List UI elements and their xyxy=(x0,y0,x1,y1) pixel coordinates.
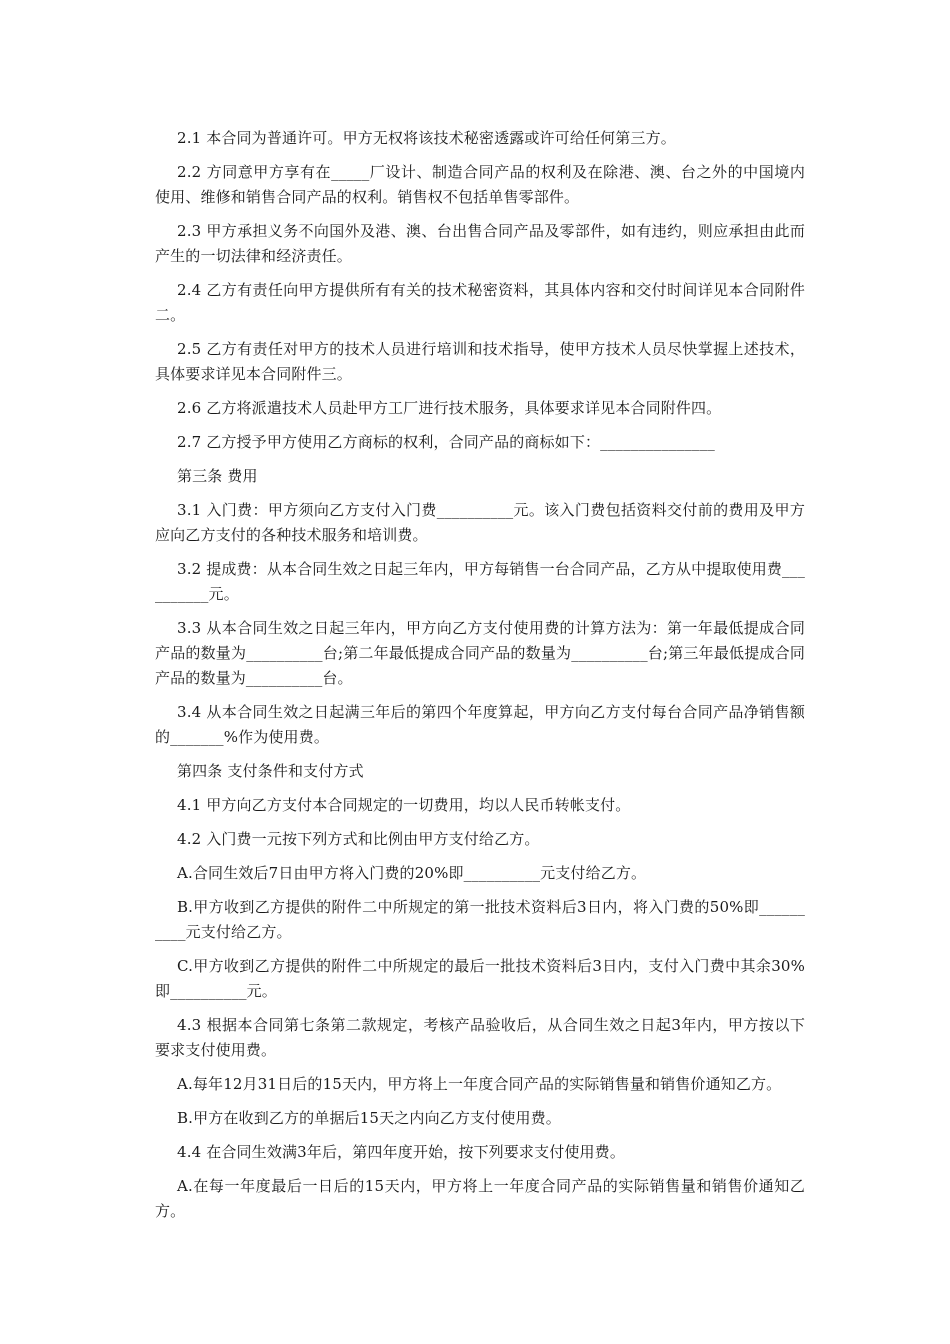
article-3-heading: 第三条 费用 xyxy=(177,467,258,485)
article-4-heading: 第四条 支付条件和支付方式 xyxy=(177,762,364,780)
clause-2-6: 2.6 乙方将派遣技术人员赴甲方工厂进行技术服务，具体要求详见本合同附件四。 xyxy=(177,399,722,417)
clause-3-2: 3.2 提成费：从本合同生效之日起三年内，甲方每销售一台合同产品，乙方从中提取使用费__________元。 xyxy=(155,560,805,603)
clause-4-2: 4.2 入门费一元按下列方式和比例由甲方支付给乙方。 xyxy=(177,830,540,848)
clause-4-1: 4.1 甲方向乙方支付本合同规定的一切费用，均以人民币转帐支付。 xyxy=(177,796,631,814)
clause-4-4-a: A.在每一年度最后一日后的15天内，甲方将上一年度合同产品的实际销售量和销售价通知乙方。 xyxy=(155,1177,805,1220)
clause-2-7: 2.7 乙方授予甲方使用乙方商标的权利，合同产品的商标如下：_______________ xyxy=(177,433,715,451)
clause-4-2-c: C.甲方收到乙方提供的附件二中所规定的最后一批技术资料后3日内，支付入门费中其余30%即__________元。 xyxy=(155,957,805,1000)
clause-4-3: 4.3 根据本合同第七条第二款规定，考核产品验收后，从合同生效之日起3年内，甲方按以下要求支付使用费。 xyxy=(155,1016,805,1059)
document-body xyxy=(155,126,805,1233)
clause-3-1: 3.1 入门费：甲方须向乙方支付入门费__________元。该入门费包括资料交付前的费用及甲方应向乙方支付的各种技术服务和培训费。 xyxy=(155,501,805,544)
clause-4-2-a: A.合同生效后7日由甲方将入门费的20%即__________元支付给乙方。 xyxy=(177,864,647,882)
clause-3-4: 3.4 从本合同生效之日起满三年后的第四个年度算起，甲方向乙方支付每台合同产品净销售额的_______%作为使用费。 xyxy=(155,703,805,746)
clause-2-5: 2.5 乙方有责任对甲方的技术人员进行培训和技术指导，使甲方技术人员尽快掌握上述技术，具体要求详见本合同附件三。 xyxy=(155,340,805,383)
clause-2-2: 2.2 方同意甲方享有在_____厂设计、制造合同产品的权利及在除港、澳、台之外的中国境内使用、维修和销售合同产品的权利。销售权不包括单售零部件。 xyxy=(155,163,805,206)
clause-4-3-a: A.每年12月31日后的15天内，甲方将上一年度合同产品的实际销售量和销售价通知乙方。 xyxy=(177,1075,782,1093)
clause-4-4: 4.4 在合同生效满3年后，第四年度开始，按下列要求支付使用费。 xyxy=(177,1143,625,1161)
clause-3-3: 3.3 从本合同生效之日起三年内，甲方向乙方支付使用费的计算方法为：第一年最低提成合同产品的数量为__________台;第二年最低提成合同产品的数量为__________台;第三年最低提成合同产品的数量为__________台。 xyxy=(155,619,805,687)
clause-2-4: 2.4 乙方有责任向甲方提供所有有关的技术秘密资料，其具体内容和交付时间详见本合同附件二。 xyxy=(155,281,805,324)
clause-2-3: 2.3 甲方承担义务不向国外及港、澳、台出售合同产品及零部件，如有违约，则应承担由此而产生的一切法律和经济责任。 xyxy=(155,222,805,265)
clause-2-1: 2.1 本合同为普通许可。甲方无权将该技术秘密透露或许可给任何第三方。 xyxy=(177,129,676,147)
clause-4-3-b: B.甲方在收到乙方的单据后15天之内向乙方支付使用费。 xyxy=(177,1109,561,1127)
clause-4-2-b: B.甲方收到乙方提供的附件二中所规定的第一批技术资料后3日内，将入门费的50%即__________元支付给乙方。 xyxy=(155,898,805,941)
